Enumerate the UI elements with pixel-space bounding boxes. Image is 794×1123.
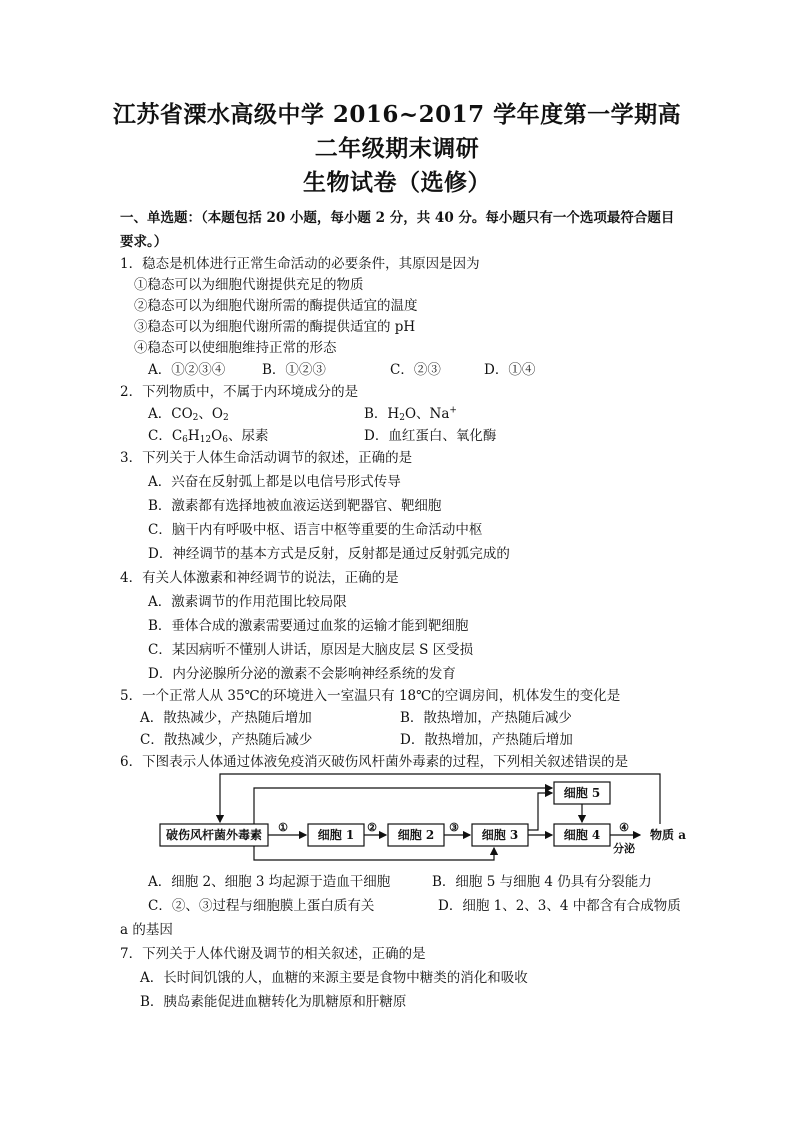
cell4-label: 细胞 4 — [563, 828, 601, 842]
immune-process-diagram — [150, 772, 700, 868]
section-heading: 一、单选题：（本题包括 20 小题，每小题 2 分，共 40 分。每小题只有一个选项最符合题目 — [120, 210, 675, 226]
cell3-label: 细胞 3 — [481, 828, 519, 842]
step3-label: ③ — [449, 821, 459, 834]
q4-option-c: C．某因病听不懂别人讲话，原因是大脑皮层 S 区受损 — [148, 642, 474, 658]
q3-option-c: C．脑干内有呼吸中枢、语言中枢等重要的生命活动中枢 — [148, 522, 483, 538]
secrete-label: 分泌 — [613, 842, 635, 855]
q2-option-a: A．$CO_2$、$O_2$ — [148, 406, 229, 423]
substance-a-label: 物质 a — [650, 828, 686, 842]
q7-stem: 7．下列关于人体代谢及调节的相关叙述，正确的是 — [120, 946, 426, 962]
q6-option-c: C．②、③过程与细胞膜上蛋白质有关 — [148, 898, 375, 914]
q5-option-a: A．散热减少，产热随后增加 — [140, 710, 312, 726]
q2-option-c: C．$C_6H_{12}O_6$、尿素 — [148, 428, 269, 445]
exam-title-line3: 生物试卷（选修） — [303, 169, 491, 196]
q5-option-c: C．散热减少，产热随后减少 — [140, 732, 313, 748]
q4-option-a: A．激素调节的作用范围比较局限 — [148, 594, 347, 610]
exam-title-line1: 江苏省溧水高级中学 2016~2017 学年度第一学期高 — [112, 101, 682, 128]
q1-stem: 1．稳态是机体进行正常生命活动的必要条件，其原因是因为 — [120, 256, 480, 272]
q1-option-c: C．②③ — [390, 362, 441, 378]
q1-statement-3: ③稳态可以为细胞代谢所需的酶提供适宜的 pH — [134, 319, 416, 335]
step4-label: ④ — [619, 821, 629, 834]
q3-option-a: A．兴奋在反射弧上都是以电信号形式传导 — [148, 474, 401, 490]
cell1-label: 细胞 1 — [317, 828, 355, 842]
q1-statement-4: ④稳态可以使细胞维持正常的形态 — [134, 340, 337, 356]
q3-stem: 3．下列关于人体生命活动调节的叙述，正确的是 — [120, 450, 413, 466]
q1-statement-2: ②稳态可以为细胞代谢所需的酶提供适宜的温度 — [134, 298, 418, 314]
q6-option-b: B．细胞 5 与细胞 4 仍具有分裂能力 — [432, 874, 652, 890]
q7-option-b: B．胰岛素能促进血糖转化为肌糖原和肝糖原 — [140, 994, 407, 1010]
q4-stem: 4．有关人体激素和神经调节的说法，正确的是 — [120, 570, 399, 586]
cell2-label: 细胞 2 — [397, 828, 435, 842]
q7-option-a: A．长时间饥饿的人，血糖的来源主要是食物中糖类的消化和吸收 — [140, 970, 528, 986]
q1-option-d: D．①④ — [484, 362, 536, 378]
q5-stem: 5．一个正常人从 35℃的环境进入一室温只有 18℃的空调房间，机体发生的变化是 — [120, 688, 621, 704]
q2-option-b: B．$H_2O$、Na+ — [364, 405, 457, 423]
section-heading-cont: 要求。） — [120, 234, 168, 250]
q1-option-a: A．①②③④ — [148, 362, 226, 378]
step2-label: ② — [367, 821, 377, 834]
cell5-label: 细胞 5 — [563, 786, 601, 800]
q1-option-b: B．①②③ — [262, 362, 326, 378]
q2-option-d: D．血红蛋白、氧化酶 — [364, 428, 497, 444]
q6-stem: 6．下图表示人体通过体液免疫消灭破伤风杆菌外毒素的过程，下列相关叙述错误的是 — [120, 754, 629, 770]
q4-option-d: D．内分泌腺所分泌的激素不会影响神经系统的发育 — [148, 666, 456, 682]
q6-option-d-cont: a 的基因 — [120, 922, 173, 938]
step1-label: ① — [278, 821, 288, 834]
q5-option-b: B．散热增加，产热随后减少 — [400, 710, 572, 726]
q5-option-d: D．散热增加，产热随后增加 — [400, 732, 573, 748]
q6-option-d: D．细胞 1、2、3、4 中都含有合成物质 — [438, 898, 681, 914]
q6-option-a: A．细胞 2、细胞 3 均起源于造血干细胞 — [148, 874, 391, 890]
q3-option-d: D．神经调节的基本方式是反射，反射都是通过反射弧完成的 — [148, 546, 510, 562]
q2-stem: 2．下列物质中，不属于内环境成分的是 — [120, 384, 359, 400]
q4-option-b: B．垂体合成的激素需要通过血浆的运输才能到靶细胞 — [148, 618, 469, 634]
q1-statement-1: ①稳态可以为细胞代谢提供充足的物质 — [134, 277, 364, 293]
exam-title-line2: 二年级期末调研 — [314, 135, 480, 162]
toxin-label: 破伤风杆菌外毒素 — [165, 828, 263, 842]
q3-option-b: B．激素都有选择地被血液运送到靶器官、靶细胞 — [148, 498, 442, 514]
